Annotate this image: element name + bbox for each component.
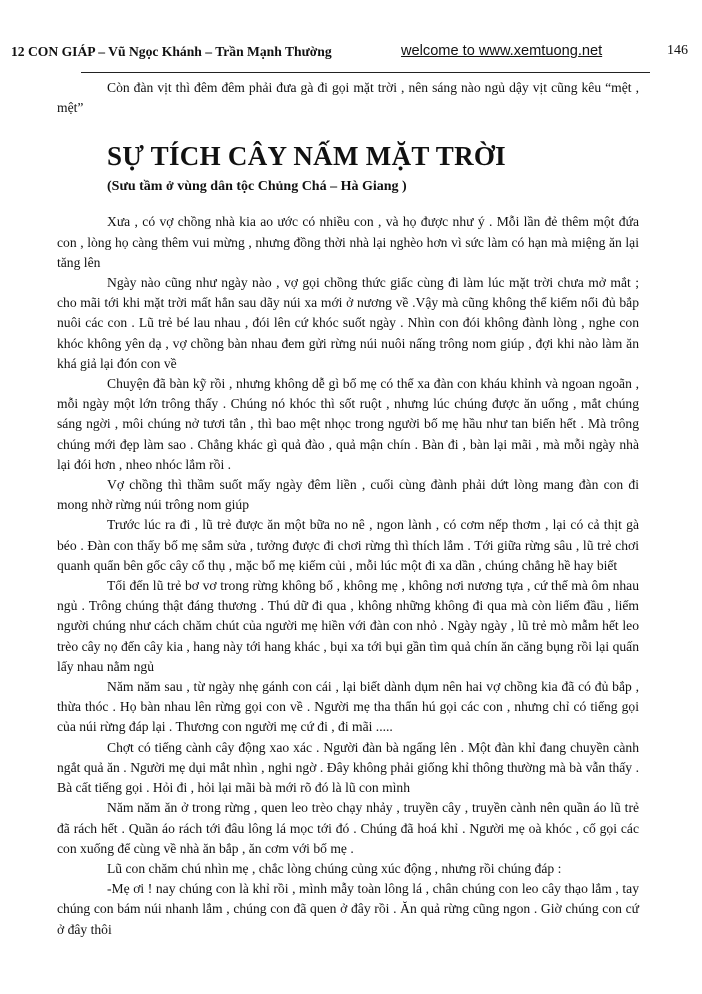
intro-paragraph: Còn đàn vịt thì đêm đêm phải đưa gà đi gọi mặt trời , nên sáng nào ngủ dậy vịt cũng kêu “mệt , mệt”	[57, 80, 639, 116]
story-paragraph: Chợt có tiếng cành cây động xao xác . Người đàn bà ngẩng lên . Một đàn khỉ đang chuyền cành ngắt quả ăn . Người mẹ dụi mắt nhìn , nghi ngờ . Đây không phải giống khỉ thông thường mà bà vẫn thấy . Bà cất tiếng gọi . Hỏi đi , hỏi lại mãi bà mới rõ đó là lũ con mình	[57, 739, 639, 796]
page-header	[0, 40, 702, 64]
story-paragraph: Vợ chồng thì thầm suốt mấy ngày đêm liền , cuối cùng đành phải dứt lòng mang đàn con đi mong nhờ rừng núi trông nom giúp	[57, 477, 639, 513]
book-info: 12 CON GIÁP – Vũ Ngọc Khánh – Trần Mạnh Thường	[11, 44, 332, 59]
story-paragraph: Lũ con chăm chú nhìn mẹ , chắc lòng chúng củng xúc động , nhưng rồi chúng đáp :	[107, 860, 562, 876]
story-paragraph: Trước lúc ra đi , lũ trẻ được ăn một bữa no nê , ngon lành , có cơm nếp thơm , lại có cả thịt gà béo . Đàn con thấy bố mẹ sắm sửa , tưởng được đi chơi rừng thì thích lắm . Tới giữa rừng sâu , lũ trẻ chơi quanh quẩn bên gốc cây cổ thụ , mặc bố mẹ kiếm củi , mỗi lúc một đi xa dần , chúng chẳng hề hay biết	[57, 517, 639, 573]
story-subtitle: (Sưu tầm ở vùng dân tộc Chủng Chá – Hà Giang )	[107, 179, 407, 195]
story-paragraph: Năm năm ăn ở trong rừng , quen leo trèo chạy nhảy , truyền cây , truyền cành nên quần áo lũ trẻ đã rách hết . Quần áo rách tới đâu lông lá mọc tới đó . Chúng đã hoá khỉ . Người mẹ oà khóc , cố gọi các con xuống để cùng về nhà ăn bắp , ăn cơm với bố mẹ .	[57, 800, 639, 856]
page-content	[57, 78, 639, 940]
website-link[interactable]: welcome to www.xemtuong.net	[401, 43, 603, 59]
story-paragraph: Xưa , có vợ chồng nhà kia ao ước có nhiều con , và họ được như ý . Mỗi lần đẻ thêm một đứa con , lòng họ càng thêm vui mừng , nhưng đồng thời nhà lại nghèo hơn vì sức làm có hạn mà miệng ăn lại tăng lên	[57, 214, 639, 270]
story-paragraph: Ngày nào cũng như ngày nào , vợ gọi chồng thức giấc cùng đi làm lúc mặt trời chưa mở mắt ; cho mãi tới khi mặt trời mất hẳn sau dãy núi xa mới ở nương về .Vậy mà cũng không thể kiếm nổi đủ bắp nuôi các con . Lũ trẻ bé lau nhau , đói lên cứ khóc suốt ngày . Nhìn con đói không đành lòng , nghe con khóc không yên dạ , vợ chồng bàn nhau đem gửi rừng núi nuôi nấng trông nom giúp , đợi khi nào làm ăn khá giả lại đón con về	[57, 275, 639, 371]
story-paragraph: -Mẹ ơi ! nay chúng con là khỉ rồi , mình mẫy toàn lông lá , chân chúng con leo cây thạo lắm , tay chúng con bám núi nhanh lắm , chúng con đã quen ở đây rồi . Ăn quả rừng cũng ngon . Giờ chúng con cứ ở đây thôi	[57, 881, 639, 937]
page-number: 146	[667, 43, 688, 58]
story-paragraph: Tối đến lũ trẻ bơ vơ trong rừng không bố , không mẹ , không nơi nương tựa , cứ thế mà ôm nhau ngủ . Trông chúng thật đáng thương . Thú dữ đi qua , không những không đi qua mà còn liếm đầu , liếm người chúng như cách chăm chút của người mẹ hiền với đàn con nhỏ . Ngày ngày , lũ trẻ mò mẫm hết leo trèo cây nọ đến cây kia , hang này tới hang khác , bụi xa tới bụi gần tìm quả chín ăn căng bụng rồi lại quấn lấy nhau nằm ngủ	[57, 578, 639, 674]
header-divider	[81, 72, 650, 73]
story-title: SỰ TÍCH CÂY NẤM MẶT TRỜI	[107, 141, 506, 172]
story-heading	[107, 140, 639, 196]
story-paragraph: Chuyện đã bàn kỹ rồi , nhưng không dễ gì bố mẹ có thể xa đàn con kháu khỉnh và ngoan ngoãn , mỗi ngày một lớn trông thấy . Chúng nó khóc thì sốt ruột , nhưng lúc chúng được ăn uống , mắt chúng sáng ngời , môi chúng nở tươi tắn , thì bao mệt nhọc trong người bố mẹ hầu như tan biến hết . Mà trông chúng mới đẹp làm sao . Chẳng khác gì quả đào , quả mận chín . Bàn đi , bàn lại mãi , mà mỗi ngày nhà lại đói hơn , nheo nhóc lắm rồi .	[57, 376, 639, 472]
story-paragraph: Năm năm sau , từ ngày nhẹ gánh con cái , lại biết dành dụm nên hai vợ chồng kia đã có đủ bắp , thừa thóc . Họ bàn nhau lên rừng gọi con về . Người mẹ tha thẩn hú gọi các con , nhưng chỉ có tiếng gọi của núi rừng đáp lại . Thương con người mẹ cứ đi , đi mãi .....	[57, 679, 639, 735]
